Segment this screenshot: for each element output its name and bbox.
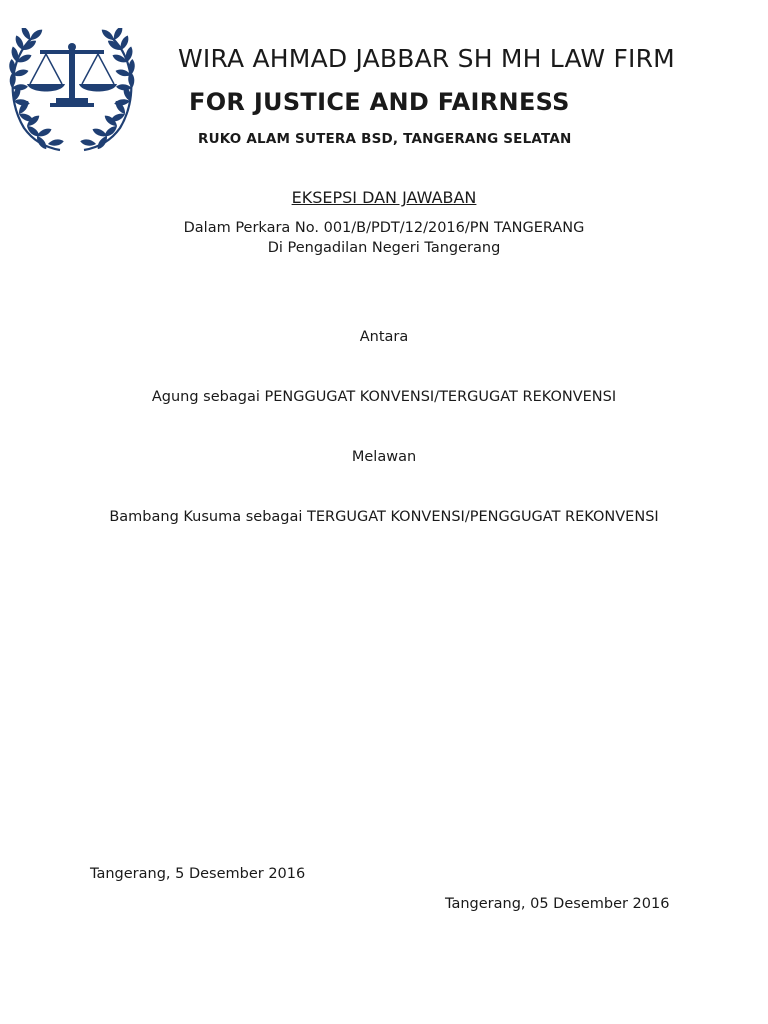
firm-tagline: FOR JUSTICE AND FAIRNESS [189,88,570,116]
scales-of-justice-laurel-icon [2,28,142,154]
defendant-party: Bambang Kusuma sebagai TERGUGAT KONVENSI/PENGGUGAT REKONVENSI [109,509,659,525]
versus-label: Melawan [351,449,417,465]
document-title: EKSEPSI DAN JAWABAN [291,188,477,207]
signature-date-right: Tangerang, 05 Desember 2016 [445,896,670,912]
firm-address: RUKO ALAM SUTERA BSD, TANGERANG SELATAN [198,131,572,147]
case-number: Dalam Perkara No. 001/B/PDT/12/2016/PN TANGERANG [183,220,585,236]
between-label: Antara [359,329,409,345]
firm-name: WIRA AHMAD JABBAR SH MH LAW FIRM [178,44,675,73]
signature-date-left: Tangerang, 5 Desember 2016 [90,866,306,882]
scales [27,43,117,107]
plaintiff-party: Agung sebagai PENGGUGAT KONVENSI/TERGUGAT REKONVENSI [151,389,617,405]
court-name: Di Pengadilan Negeri Tangerang [267,240,501,256]
